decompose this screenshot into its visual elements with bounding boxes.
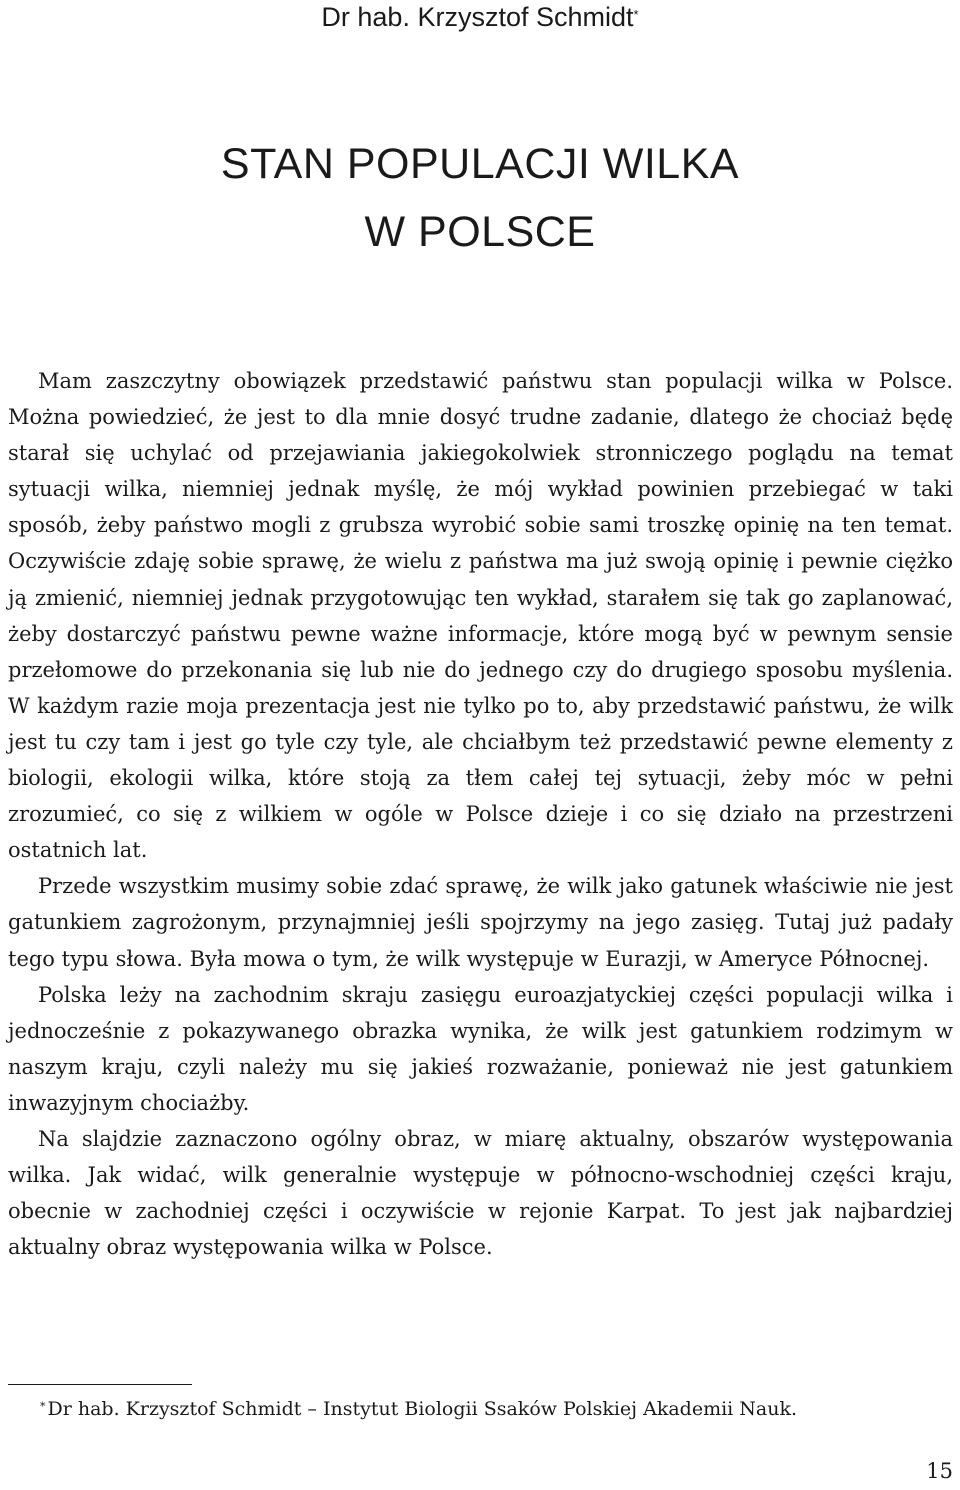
- paragraph-2: Przede wszystkim musimy sobie zdać sprawę, że wilk jako gatunek właściwie nie jest gatunkiem zagrożonym, przynajmniej jeśli spojrzymy na jego zasięg. Tutaj już padały tego typu słowa. Była mowa o tym, że wilk występuje w Eurazji, w Ameryce Północnej.: [8, 874, 953, 971]
- author-name: Dr hab. Krzysztof Schmidt: [321, 2, 634, 32]
- chapter-title: [0, 130, 960, 266]
- footnote: [40, 1395, 940, 1423]
- footnote-text: Dr hab. Krzysztof Schmidt – Instytut Biologii Ssaków Polskiej Akademii Nauk.: [47, 1398, 798, 1420]
- chapter-title-line-1: STAN POPULACJI WILKA: [220, 140, 740, 188]
- chapter-title-line-2: W POLSCE: [364, 208, 596, 256]
- paragraph-4: Na slajdzie zaznaczono ogólny obraz, w miarę aktualny, obszarów występowania wilka. Jak widać, wilk generalnie występuje w północno-wschodniej części kraju, obecnie w zachodniej części i oczywiście w rejonie Karpat. To jest jak najbardziej aktualny obraz występowania wilka w Polsce.: [8, 1126, 953, 1260]
- footnote-mark: *: [40, 1400, 46, 1413]
- paragraph-3: Polska leży na zachodnim skraju zasięgu euroazjatyckiej części populacji wilka i jednocześnie z pokazywanego obrazka wynika, że wilk jest gatunkiem rodzimym w naszym kraju, czyli należy mu się jakieś rozważanie, ponieważ nie jest gatunkiem inwazyjnym chociażby.: [8, 982, 953, 1115]
- body-text: [8, 363, 953, 1265]
- footnote-separator: [8, 1384, 192, 1385]
- page-number: 15: [926, 1459, 953, 1483]
- author-footnote-mark: *: [633, 7, 639, 22]
- paragraph-1: Mam zaszczytny obowiązek przedstawić państwu stan populacji wilka w Polsce. Można powiedzieć, że jest to dla mnie dosyć trudne zadanie, dlatego że chociaż będę starał się uchylać od przejawiania jakiegokolwiek stronniczego poglądu na temat sytuacji wilka, niemniej jednak myślę, że mój wykład powinien przebiegać w taki sposób, żeby państwo mogli z grubsza wyrobić sobie sami troszkę opinię na ten temat. Oczywiście zdaję sobie sprawę, że wielu z państwa ma już swoją opinię i pewnie ciężko ją zmienić, niemniej jednak przygotowując ten wykład, starałem się tak go zaplanować, żeby dostarczyć państwu pewne ważne informacje, które mogą być w pewnym sensie przełomowe do przekonania się lub nie do jednego czy do drugiego sposobu myślenia. W każdym razie moja prezentacja jest nie tylko po to, aby przedstawić państwu, że wilk jest tu czy tam i jest go tyle czy tyle, ale chciałbym też przedstawić pewne elementy z biologii, ekologii wilka, które stoją za tłem całej tej sytuacji, żeby móc w pełni zrozumieć, co się z wilkiem w ogóle w Polsce dzieje i co się działo na przestrzeni ostatnich lat.: [8, 369, 953, 863]
- author-heading: [0, 0, 960, 34]
